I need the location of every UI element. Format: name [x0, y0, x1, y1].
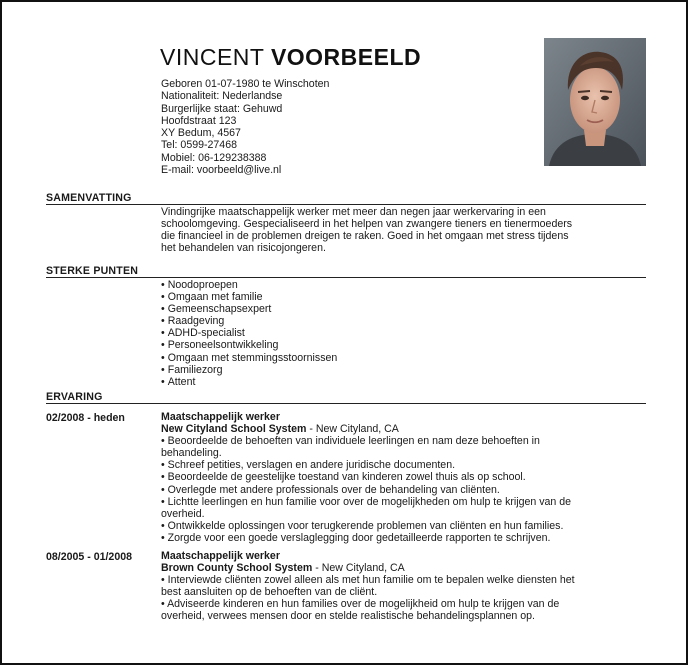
job-duty-line: overheid, verwees mensen door en stelde realistische behandelingsplannen op.	[161, 610, 535, 623]
contact-line-marital-status: Burgerlijke staat: Gehuwd	[161, 102, 283, 115]
job-dates: 02/2008 - heden	[46, 412, 125, 424]
profile-photo	[544, 38, 646, 166]
job-dates: 08/2005 - 01/2008	[46, 551, 133, 563]
job-duty-line: • Zorgde voor een goede verslaglegging door gedetailleerde rapporten te schrijven.	[161, 531, 551, 544]
job-location: - New Cityland, CA	[312, 562, 405, 575]
contact-details	[161, 78, 329, 176]
job-duty-line: behandeling.	[161, 447, 222, 460]
job-duty-line: • Overlegde met andere professionals over de behandeling van cliënten.	[161, 483, 500, 496]
summary-line: die financieel in de problemen dreigen te raken. Goed in het omgaan met stress tijdens	[161, 230, 569, 243]
job-duty-line: • Adviseerde kinderen en hun families over de mogelijkheid om hulp te krijgen van de	[161, 598, 560, 611]
skill-item: • Gemeenschapsexpert	[161, 303, 337, 315]
summary-line: het behandelen van risicojongeren.	[161, 242, 326, 255]
contact-line-mobile: Mobiel: 06-129238388	[161, 151, 267, 164]
job-duty-line: • Beoordeelde de geestelijke toestand van kinderen zowel thuis als op school.	[161, 471, 526, 484]
experience-heading: ERVARING	[46, 391, 103, 403]
job-location: - New Cityland, CA	[306, 423, 399, 436]
candidate-name	[160, 44, 421, 71]
job-title: Maatschappelijk werker	[161, 550, 280, 562]
job-duty-line: best aansluiten op de behoeften van de cliënt.	[161, 586, 378, 599]
summary-line: Vindingrijke maatschappelijk werker met meer dan negen jaar werkervaring in een	[161, 206, 546, 218]
job-title: Maatschappelijk werker	[161, 411, 280, 423]
skills-list	[161, 279, 337, 388]
contact-line-email: E-mail: voorbeeld@live.nl	[161, 164, 282, 177]
skill-item: • Familiezorg	[161, 364, 337, 376]
skill-item: • Omgaan met stemmingsstoornissen	[161, 352, 337, 364]
skill-item: • ADHD-specialist	[161, 327, 337, 339]
contact-line-street: Hoofdstraat 123	[161, 114, 237, 127]
job-company: Brown County School System	[161, 562, 313, 575]
skills-divider	[46, 277, 646, 278]
last-name: VOORBEELD	[270, 44, 422, 70]
job-duty-line: overheid.	[161, 507, 205, 520]
job-duty-line: • Ontwikkelde oplossingen voor terugkerende problemen van cliënten en hun families.	[161, 519, 564, 532]
job-duties	[161, 435, 651, 544]
experience-divider	[46, 403, 646, 404]
skill-item: • Omgaan met familie	[161, 291, 337, 303]
summary-text	[161, 206, 641, 254]
summary-heading: SAMENVATTING	[46, 192, 132, 204]
contact-line-phone: Tel: 0599-27468	[161, 139, 237, 152]
summary-divider	[46, 204, 646, 205]
job-entry	[161, 411, 651, 544]
job-entry	[161, 550, 651, 623]
job-duties	[161, 574, 651, 622]
skills-heading: STERKE PUNTEN	[46, 265, 139, 277]
job-company: New Cityland School System	[161, 423, 307, 436]
summary-line: schoolomgeving. Gespecialiseerd in het helpen van zwangere tieners en tienermoeders	[161, 218, 573, 231]
contact-line-nationality: Nationaliteit: Nederlandse	[161, 90, 283, 103]
skill-item: • Noodoproepen	[161, 279, 337, 291]
job-company-line	[161, 562, 651, 574]
skill-item: • Personeelsontwikkeling	[161, 339, 337, 351]
skill-item: • Attent	[161, 376, 337, 388]
job-duty-line: • Lichtte leerlingen en hun familie voor over de mogelijkheden om hulp te krijgen van de	[161, 495, 572, 508]
skill-item: • Raadgeving	[161, 315, 337, 327]
job-company-line	[161, 423, 651, 435]
first-name: VINCENT	[160, 44, 265, 70]
contact-line-city: XY Bedum, 4567	[161, 127, 241, 140]
job-duty-line: • Beoordeelde de behoeften van individuele leerlingen en nam deze behoeften in	[161, 435, 540, 448]
job-duty-line: • Schreef petities, verslagen en andere juridische documenten.	[161, 459, 456, 472]
contact-line-birth: Geboren 01-07-1980 te Winschoten	[161, 78, 330, 90]
job-duty-line: • Interviewde cliënten zowel alleen als met hun familie om te bepalen welke diensten het	[161, 574, 575, 587]
